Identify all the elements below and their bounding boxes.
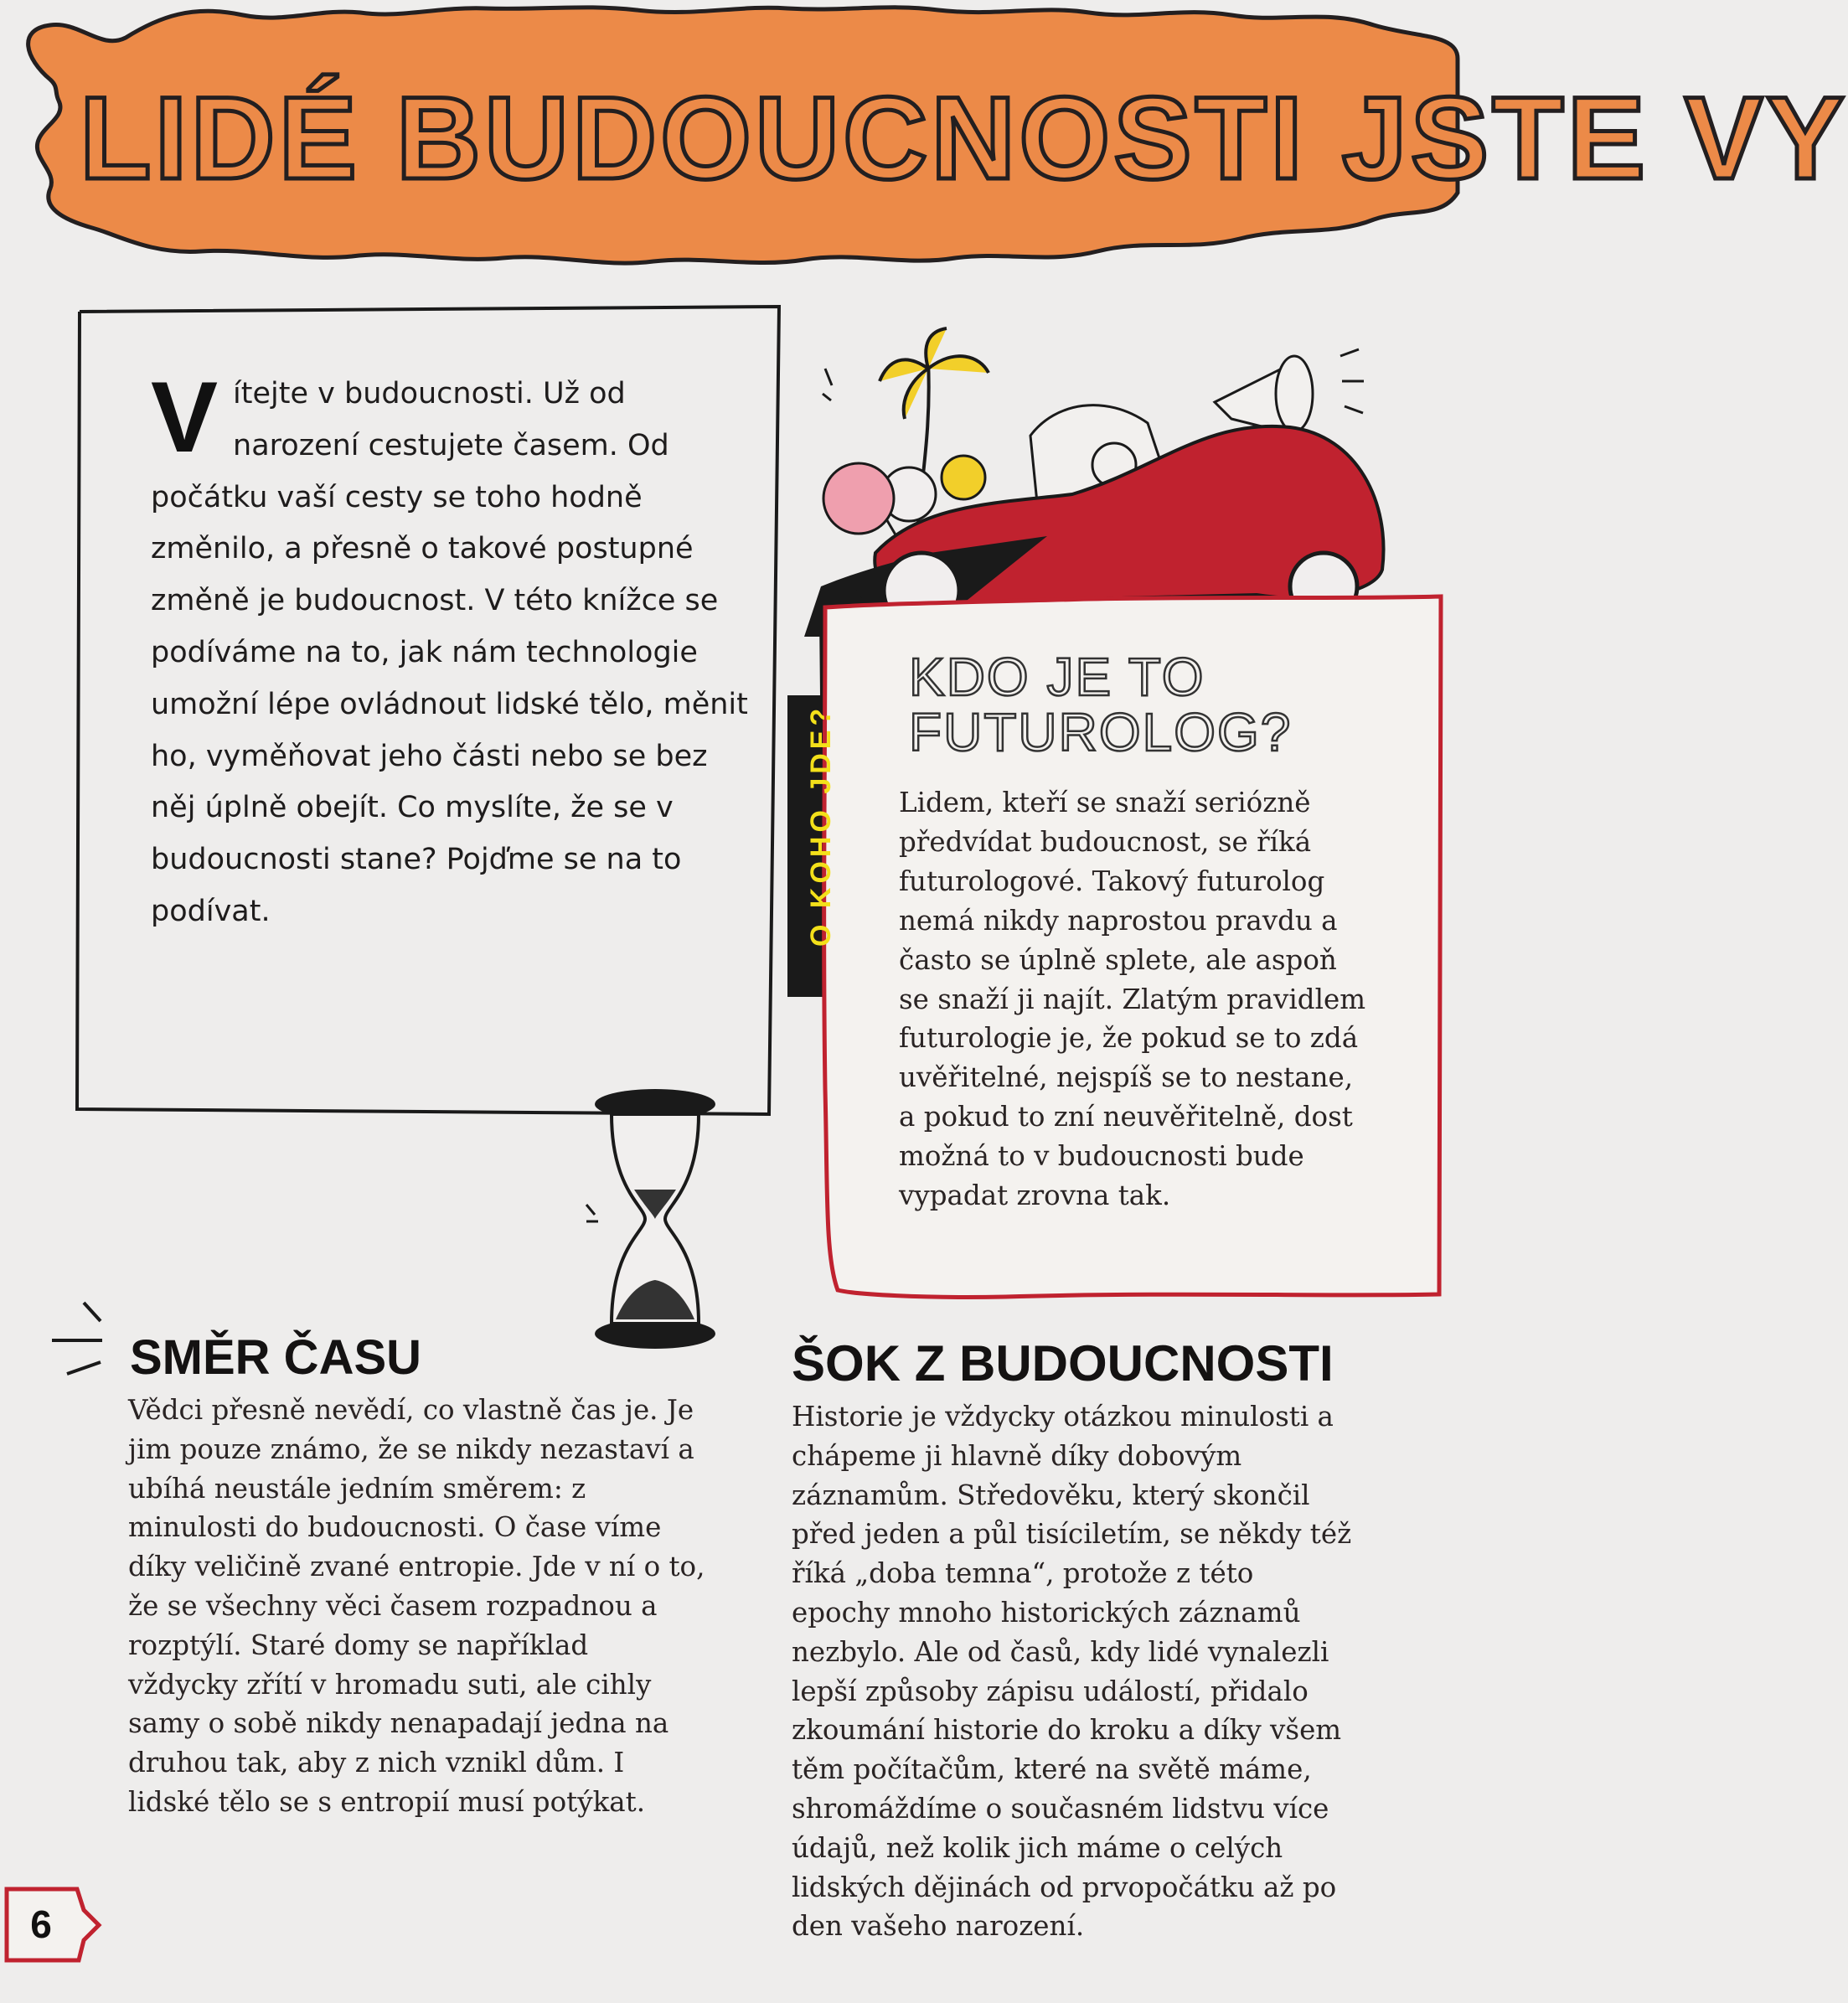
futurolog-heading-line-2: FUTUROLOG? <box>909 702 1293 762</box>
side-label: O KOHO JDE? <box>805 704 837 947</box>
smer-casu-text: Vědci přesně nevědí, co vlastně čas je. Je jim pouze známo, že se nikdy nezastaví a ubíhá neustále jedním směrem: z minulosti do budoucnosti. O čase víme díky veličině zvané entropie. Jde v ní o to, že se všechny věci časem rozpadnou a rozptýlí. Staré domy se například vždycky zřítí v hromadu suti, ale cihly samy o sobě nikdy nenapadají jedna na druhou tak, aby z nich vznikl dům. I lidské tělo se s entropií musí potýkat. <box>128 1394 705 1818</box>
intro-body: ítejte v budoucnosti. Už od narození cestujete časem. Od počátku vaší cesty se toho hodně změnilo, a přesně o takové postupné změně je budoucnost. V této knížce se podíváme na to, jak nám technologie umožní lépe ovládnout lidské tělo, měnit ho, vyměňovat jeho části nebo se bez něj úplně obejít. Co myslíte, že se v budoucnosti stane? Pojďme se na to podívat. <box>151 377 748 928</box>
futurolog-heading-line-1: KDO JE TO <box>909 647 1205 707</box>
sok-z-budoucnosti-text: Historie je vždycky otázkou minulosti a chápeme ji hlavně díky dobovým záznamům. Středověku, který skončil před jeden a půl tisíciletím, se někdy též říká „doba temna“, protože z této epochy mnoho historických záznamů nezbylo. Ale od časů, kdy lidé vynalezli lepší způsoby zápisu událostí, přidalo zkoumání historie do kroku a díky všem těm počítačům, které na světě máme, shromáždíme o současném lidstvu více údajů, než kolik jich máme o celých lidských dějinách od prvopočátku až po den vašeho narození. <box>792 1401 1352 1943</box>
page-number: 6 <box>30 1902 52 1946</box>
smer-casu-heading: SMĚR ČASU <box>130 1330 422 1385</box>
futurolog-text: Lidem, kteří se snaží seriózně předvídat budoucnost, se říká futurologové. Takový futurolog nemá nikdy naprostou pravdu a často se úplně splete, ale aspoň se snaží ji najít. Zlatým pravidlem futurologie je, že pokud se to zdá uvěřitelné, nejspíš se to nestane, a pokud to zní neuvěřitelně, dost možná to v budoucnosti bude vypadat zrovna tak. <box>899 787 1366 1212</box>
intro-dropcap: V <box>151 361 219 473</box>
page-title: LIDÉ BUDOUCNOSTI JSTE VY <box>80 72 1848 204</box>
sok-z-budoucnosti-heading: ŠOK Z BUDOUCNOSTI <box>792 1335 1334 1391</box>
